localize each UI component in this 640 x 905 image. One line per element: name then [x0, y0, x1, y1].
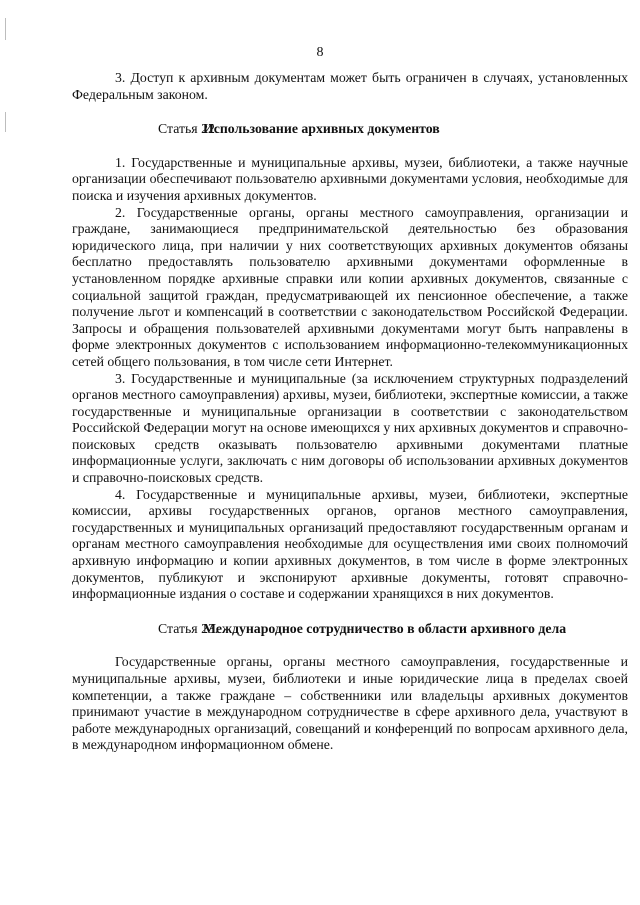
article-22-number: Статья 22. — [158, 121, 219, 137]
document-body — [72, 70, 628, 754]
article-22-paragraph-3: 3. Государственные и муниципальные (за исключением структурных подразделений органов местного самоуправления) архивы, музеи, библиотеки, экспертные комиссии, а также государственные и муниципальные организации в соответствии с законодательством Российской Федерации могут на основе имеющихся у них архивных документов и справочно-поисковых средств оказывать пользователю архивными документами платные информационные услуги, заключать с ним договоры об использовании архивных документов и справочно-поисковых средств. — [72, 370, 628, 486]
article-22-title: Использование архивных документов — [203, 121, 440, 137]
article-23-paragraph-1: Государственные органы, органы местного самоуправления, государственные и муниципальные архивы, музеи, библиотеки и иные юридические лица в пределах своей компетенции, а также граждане – собственники или владельцы архивных документов принимают участие в международном сотрудничестве в сфере архивного дела, участвуют в работе международных организаций, совещаний и конференций по вопросам архивного дела, в международном информационном обмене. — [72, 654, 628, 753]
left-margin-mark — [5, 18, 6, 40]
left-margin-mark — [5, 112, 6, 132]
article-23-heading — [72, 621, 628, 638]
article-23-number: Статья 23. — [158, 620, 219, 636]
article-23-title: Международное сотрудничество в области архивного дела — [203, 620, 567, 636]
article-22-paragraph-1: 1. Государственные и муниципальные архивы, музеи, библиотеки, а также научные организации обеспечивают пользователю архивными документами условия, необходимые для поиска и изучения архивных документов. — [72, 154, 628, 203]
intro-paragraph: 3. Доступ к архивным документам может быть ограничен в случаях, установленных Федеральным законом. — [72, 70, 628, 102]
article-22-paragraph-2: 2. Государственные органы, органы местного самоуправления, организации и граждане, занимающиеся предпринимательской деятельностью без образования юридического лица, при наличии у них соответствующих архивных документов обязаны бесплатно предоставлять пользователю архивными документами оформленные в установленном порядке архивные справки или копии архивных документов, связанные с социальной защитой граждан, предусматривающей их пенсионное обеспечение, а также получение льгот и компенсаций в соответствии с законодательством Российской Федерации. Запросы и обращения пользователей архивными документами могут быть направлены в форме электронных документов с использованием информационно-телекоммуникационных сетей общего пользования, в том числе сети Интернет. — [72, 204, 628, 369]
article-22-paragraph-4: 4. Государственные и муниципальные архивы, музеи, библиотеки, экспертные комиссии, архивы государственных органов, органов местного самоуправления, государственных и муниципальных организаций предоставляют государственным органам и органам местного самоуправления необходимые для осуществления ими своих полномочий архивную информацию и копии архивных документов, в том числе в форме электронных документов, публикуют и экспонируют архивные документы, готовят справочно-информационные издания о составе и содержании хранящихся в них документов. — [72, 486, 628, 602]
article-22-heading — [72, 121, 628, 138]
page-number: 8 — [316, 45, 324, 60]
